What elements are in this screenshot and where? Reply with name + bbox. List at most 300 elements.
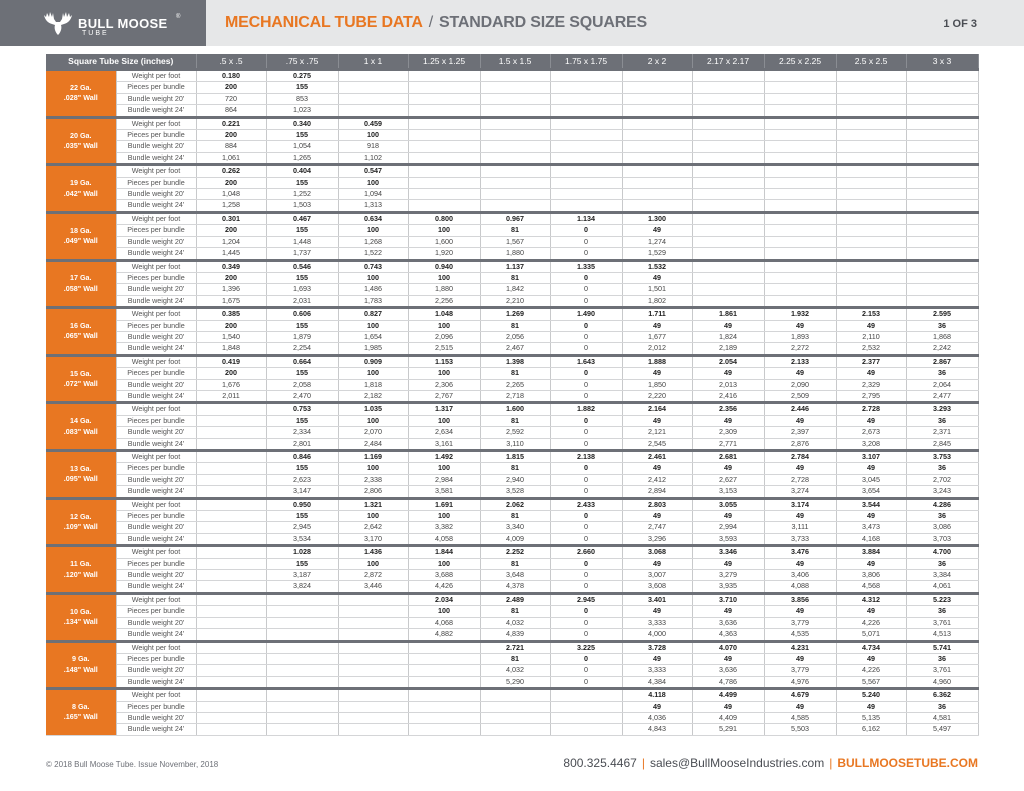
table-cell: 2.034 xyxy=(408,593,480,605)
table-cell: 3,274 xyxy=(764,486,836,498)
table-cell: 2,627 xyxy=(692,474,764,485)
table-cell xyxy=(196,546,266,558)
table-cell: 49 xyxy=(764,511,836,522)
table-cell: 4,058 xyxy=(408,533,480,545)
table-cell: 49 xyxy=(764,320,836,331)
table-cell xyxy=(196,676,266,688)
table-cell: 3,187 xyxy=(266,570,338,581)
table-cell xyxy=(836,141,906,152)
wall-label: .083" Wall xyxy=(63,426,98,436)
table-cell: 1,094 xyxy=(338,189,408,200)
table-cell xyxy=(692,70,764,82)
table-cell: 1,268 xyxy=(338,236,408,247)
table-cell xyxy=(836,82,906,93)
table-cell: 1,818 xyxy=(338,379,408,390)
table-cell: 1,396 xyxy=(196,284,266,295)
wall-label: .028" Wall xyxy=(63,93,98,103)
table-cell: 49 xyxy=(764,606,836,617)
table-cell xyxy=(338,593,408,605)
website-link[interactable]: BULLMOOSETUBE.COM xyxy=(837,756,978,770)
table-cell: 2,256 xyxy=(408,295,480,307)
table-cell: 1,486 xyxy=(338,284,408,295)
table-cell: 49 xyxy=(764,701,836,712)
row-label: Pieces per bundle xyxy=(116,177,196,188)
table-cell xyxy=(692,284,764,295)
table-cell xyxy=(408,665,480,676)
table-cell: 0 xyxy=(550,474,622,485)
table-cell: 2,642 xyxy=(338,522,408,533)
brand-logo xyxy=(0,0,206,46)
table-cell: 49 xyxy=(622,415,692,426)
table-cell: 2,484 xyxy=(338,438,408,450)
table-cell xyxy=(196,533,266,545)
table-cell: 2,397 xyxy=(764,427,836,438)
table-cell xyxy=(480,189,550,200)
table-cell: 1.882 xyxy=(550,403,622,415)
table-cell xyxy=(836,105,906,117)
table-cell: 1,023 xyxy=(266,105,338,117)
table-cell: 0.262 xyxy=(196,165,266,177)
table-cell: 0.301 xyxy=(196,212,266,224)
table-cell: 1,920 xyxy=(408,248,480,260)
table-cell: 1.861 xyxy=(692,308,764,320)
table-cell: 81 xyxy=(480,606,550,617)
gauge-label: 17 Ga. xyxy=(69,273,92,283)
table-cell: 4,843 xyxy=(622,724,692,735)
table-row xyxy=(46,189,978,200)
table-cell: 0 xyxy=(550,665,622,676)
table-row xyxy=(46,343,978,355)
table-cell: 1.711 xyxy=(622,308,692,320)
table-cell xyxy=(408,165,480,177)
table-cell: 0.827 xyxy=(338,308,408,320)
table-cell: 3.544 xyxy=(836,498,906,510)
gauge-label: 12 Ga. xyxy=(69,511,92,521)
page-header xyxy=(0,0,1024,46)
table-row xyxy=(46,438,978,450)
email-link[interactable]: sales@BullMooseIndustries.com xyxy=(649,756,825,770)
table-row xyxy=(46,141,978,152)
table-cell: 2.138 xyxy=(550,451,622,463)
table-cell: 36 xyxy=(906,606,978,617)
table-cell: 49 xyxy=(622,272,692,283)
table-cell: 81 xyxy=(480,653,550,664)
row-label: Weight per foot xyxy=(116,117,196,129)
table-cell: 2,306 xyxy=(408,379,480,390)
table-cell: 100 xyxy=(408,415,480,426)
row-label: Bundle weight 20' xyxy=(116,522,196,533)
table-cell: 100 xyxy=(408,511,480,522)
table-cell: 2,623 xyxy=(266,474,338,485)
table-cell: 3,382 xyxy=(408,522,480,533)
table-cell: 918 xyxy=(338,141,408,152)
table-cell xyxy=(906,93,978,104)
column-header: .75 x .75 xyxy=(266,54,338,70)
table-cell: 4.679 xyxy=(764,689,836,701)
table-cell: 1.317 xyxy=(408,403,480,415)
table-cell: 1.815 xyxy=(480,451,550,463)
table-cell: 1,677 xyxy=(622,331,692,342)
table-cell xyxy=(266,617,338,628)
table-cell: 4,226 xyxy=(836,665,906,676)
table-cell: 4.312 xyxy=(836,593,906,605)
table-cell: 5,503 xyxy=(764,724,836,735)
table-cell: 100 xyxy=(338,130,408,141)
table-cell: 1.035 xyxy=(338,403,408,415)
table-cell: 3,935 xyxy=(692,581,764,593)
table-cell xyxy=(836,295,906,307)
table-cell: 155 xyxy=(266,225,338,236)
row-label: Weight per foot xyxy=(116,260,196,272)
table-cell xyxy=(196,438,266,450)
table-row xyxy=(46,641,978,653)
table-cell xyxy=(550,177,622,188)
table-cell: 0 xyxy=(550,343,622,355)
table-row xyxy=(46,236,978,247)
table-row xyxy=(46,486,978,498)
table-cell xyxy=(906,248,978,260)
table-cell: 2.784 xyxy=(764,451,836,463)
table-row xyxy=(46,558,978,569)
row-label: Bundle weight 24' xyxy=(116,581,196,593)
table-row xyxy=(46,617,978,628)
table-cell: 49 xyxy=(836,415,906,426)
table-cell: 49 xyxy=(836,653,906,664)
table-cell: 5,071 xyxy=(836,629,906,641)
table-cell: 5,135 xyxy=(836,712,906,723)
table-cell: 1,880 xyxy=(480,248,550,260)
table-cell: 4,068 xyxy=(408,617,480,628)
phone-number[interactable]: 800.325.4467 xyxy=(563,756,637,770)
row-label: Weight per foot xyxy=(116,451,196,463)
gauge-cell xyxy=(46,593,116,641)
table-cell: 2,070 xyxy=(338,427,408,438)
table-cell: 2.377 xyxy=(836,355,906,367)
table-cell xyxy=(266,712,338,723)
row-label: Pieces per bundle xyxy=(116,82,196,93)
table-cell xyxy=(906,141,978,152)
table-cell: 3.107 xyxy=(836,451,906,463)
wall-label: .042" Wall xyxy=(63,188,98,198)
table-cell xyxy=(480,152,550,164)
table-cell: 49 xyxy=(836,606,906,617)
table-cell: 2,872 xyxy=(338,570,408,581)
row-label: Weight per foot xyxy=(116,593,196,605)
table-cell xyxy=(692,260,764,272)
table-cell: 3,761 xyxy=(906,617,978,628)
table-cell: 0 xyxy=(550,606,622,617)
table-cell: 1,252 xyxy=(266,189,338,200)
table-cell xyxy=(480,130,550,141)
table-cell xyxy=(764,165,836,177)
table-cell xyxy=(906,284,978,295)
table-cell xyxy=(692,93,764,104)
table-cell: 0.340 xyxy=(266,117,338,129)
table-cell xyxy=(196,451,266,463)
table-cell: 2.728 xyxy=(836,403,906,415)
row-label: Bundle weight 20' xyxy=(116,93,196,104)
table-cell: 2.867 xyxy=(906,355,978,367)
table-cell: 3.476 xyxy=(764,546,836,558)
table-cell: 0.634 xyxy=(338,212,408,224)
table-cell xyxy=(338,641,408,653)
table-cell: 2,945 xyxy=(266,522,338,533)
table-cell: 49 xyxy=(622,511,692,522)
table-cell: 200 xyxy=(196,225,266,236)
table-cell: 0.753 xyxy=(266,403,338,415)
table-cell: 2,592 xyxy=(480,427,550,438)
table-cell: 100 xyxy=(408,272,480,283)
table-cell: 81 xyxy=(480,272,550,283)
table-cell: 200 xyxy=(196,272,266,283)
table-cell xyxy=(408,82,480,93)
table-cell: 4,409 xyxy=(692,712,764,723)
table-cell xyxy=(906,82,978,93)
table-cell: 3,333 xyxy=(622,617,692,628)
table-cell: 3,208 xyxy=(836,438,906,450)
gauge-cell xyxy=(46,689,116,736)
row-label: Weight per foot xyxy=(116,70,196,82)
table-cell: 3,636 xyxy=(692,665,764,676)
table-cell xyxy=(550,141,622,152)
table-cell xyxy=(196,689,266,701)
table-cell: 2,309 xyxy=(692,427,764,438)
table-cell xyxy=(836,117,906,129)
table-cell: 864 xyxy=(196,105,266,117)
table-cell: 2.681 xyxy=(692,451,764,463)
table-cell xyxy=(196,665,266,676)
table-cell xyxy=(338,629,408,641)
table-row xyxy=(46,200,978,212)
table-cell: 1,313 xyxy=(338,200,408,212)
table-cell: 4,786 xyxy=(692,676,764,688)
table-cell: 0 xyxy=(550,295,622,307)
table-cell: 0.606 xyxy=(266,308,338,320)
table-cell: 155 xyxy=(266,272,338,283)
table-cell xyxy=(196,474,266,485)
table-cell: 2,012 xyxy=(622,343,692,355)
table-cell: 1.932 xyxy=(764,308,836,320)
table-cell: 2.461 xyxy=(622,451,692,463)
table-cell: 3.174 xyxy=(764,498,836,510)
table-cell: 155 xyxy=(266,320,338,331)
table-cell: 4,036 xyxy=(622,712,692,723)
table-cell: 0 xyxy=(550,511,622,522)
gauge-cell xyxy=(46,641,116,689)
table-cell xyxy=(480,724,550,735)
table-cell xyxy=(906,225,978,236)
table-row xyxy=(46,451,978,463)
tube-data-table xyxy=(46,54,979,736)
table-cell: 4,226 xyxy=(836,617,906,628)
table-cell xyxy=(550,724,622,735)
table-row xyxy=(46,272,978,283)
table-cell xyxy=(764,117,836,129)
table-cell xyxy=(408,653,480,664)
column-header: 2 x 2 xyxy=(622,54,692,70)
table-cell: 3,333 xyxy=(622,665,692,676)
table-cell: 2.356 xyxy=(692,403,764,415)
row-label: Bundle weight 24' xyxy=(116,343,196,355)
table-cell: 2.153 xyxy=(836,308,906,320)
table-cell: 1.300 xyxy=(622,212,692,224)
table-cell: 3.884 xyxy=(836,546,906,558)
row-label: Bundle weight 24' xyxy=(116,438,196,450)
table-cell xyxy=(692,177,764,188)
table-cell: 0 xyxy=(550,225,622,236)
table-row xyxy=(46,474,978,485)
row-label: Pieces per bundle xyxy=(116,606,196,617)
table-cell xyxy=(338,689,408,701)
table-cell: 1,848 xyxy=(196,343,266,355)
table-row xyxy=(46,117,978,129)
table-cell xyxy=(408,105,480,117)
table-cell: 0.419 xyxy=(196,355,266,367)
table-cell xyxy=(266,676,338,688)
row-label: Bundle weight 24' xyxy=(116,390,196,402)
table-cell xyxy=(836,248,906,260)
moose-antlers-icon xyxy=(40,5,76,41)
table-cell: 2,634 xyxy=(408,427,480,438)
table-cell xyxy=(692,236,764,247)
table-cell: 4,032 xyxy=(480,617,550,628)
table-cell: 2,090 xyxy=(764,379,836,390)
table-cell: 4,839 xyxy=(480,629,550,641)
table-cell: 1,265 xyxy=(266,152,338,164)
row-label: Pieces per bundle xyxy=(116,225,196,236)
gauge-cell xyxy=(46,451,116,499)
table-cell: 49 xyxy=(764,653,836,664)
table-cell: 2,806 xyxy=(338,486,408,498)
column-header: .5 x .5 xyxy=(196,54,266,70)
table-cell xyxy=(764,225,836,236)
gauge-cell xyxy=(46,308,116,356)
registered-mark: ® xyxy=(176,14,181,20)
table-cell xyxy=(408,117,480,129)
table-cell: 4.118 xyxy=(622,689,692,701)
table-cell: 81 xyxy=(480,225,550,236)
table-cell: 2,747 xyxy=(622,522,692,533)
table-cell: 2,515 xyxy=(408,343,480,355)
table-cell: 1,600 xyxy=(408,236,480,247)
table-cell xyxy=(764,177,836,188)
table-cell: 1,824 xyxy=(692,331,764,342)
table-cell xyxy=(550,70,622,82)
row-label: Pieces per bundle xyxy=(116,368,196,379)
table-cell: 36 xyxy=(906,558,978,569)
table-cell: 3,110 xyxy=(480,438,550,450)
table-cell xyxy=(550,712,622,723)
table-cell: 1.153 xyxy=(408,355,480,367)
table-cell: 3,153 xyxy=(692,486,764,498)
table-cell: 0 xyxy=(550,629,622,641)
table-cell: 200 xyxy=(196,82,266,93)
table-cell: 1,802 xyxy=(622,295,692,307)
table-cell: 155 xyxy=(266,368,338,379)
table-cell: 0.221 xyxy=(196,117,266,129)
gauge-label: 14 Ga. xyxy=(69,416,92,426)
table-cell: 49 xyxy=(692,415,764,426)
table-cell: 100 xyxy=(338,272,408,283)
row-label: Bundle weight 24' xyxy=(116,295,196,307)
wall-label: .095" Wall xyxy=(63,474,98,484)
table-cell xyxy=(764,152,836,164)
table-cell: 0.180 xyxy=(196,70,266,82)
copyright: © 2018 Bull Moose Tube. Issue November, 2018 xyxy=(46,760,219,769)
table-cell xyxy=(338,665,408,676)
table-cell xyxy=(622,189,692,200)
table-cell xyxy=(196,463,266,474)
table-cell xyxy=(408,724,480,735)
table-cell: 1,448 xyxy=(266,236,338,247)
table-cell: 81 xyxy=(480,415,550,426)
table-cell xyxy=(836,200,906,212)
table-cell: 0 xyxy=(550,272,622,283)
wall-label: .134" Wall xyxy=(63,617,98,627)
table-cell: 49 xyxy=(622,606,692,617)
table-cell: 49 xyxy=(622,368,692,379)
row-label: Weight per foot xyxy=(116,498,196,510)
table-cell xyxy=(836,177,906,188)
table-row xyxy=(46,570,978,581)
table-cell: 1,204 xyxy=(196,236,266,247)
title-main: MECHANICAL TUBE DATA xyxy=(225,14,423,31)
table-cell xyxy=(764,295,836,307)
table-row xyxy=(46,689,978,701)
gauge-label: 9 Ga. xyxy=(71,654,90,664)
table-cell: 1,676 xyxy=(196,379,266,390)
wall-label: .109" Wall xyxy=(63,521,98,531)
table-cell: 1,522 xyxy=(338,248,408,260)
row-label: Bundle weight 20' xyxy=(116,474,196,485)
table-cell xyxy=(692,165,764,177)
table-cell: 2,467 xyxy=(480,343,550,355)
table-cell xyxy=(906,177,978,188)
table-cell xyxy=(836,225,906,236)
table-cell: 3.728 xyxy=(622,641,692,653)
table-cell xyxy=(408,93,480,104)
table-cell: 49 xyxy=(836,463,906,474)
table-cell: 2.054 xyxy=(692,355,764,367)
gauge-label: 20 Ga. xyxy=(69,130,92,140)
title-separator: / xyxy=(428,14,434,31)
table-cell: 0.743 xyxy=(338,260,408,272)
table-cell: 1,737 xyxy=(266,248,338,260)
row-label: Weight per foot xyxy=(116,546,196,558)
table-cell: 0 xyxy=(550,463,622,474)
table-cell: 49 xyxy=(622,558,692,569)
table-cell xyxy=(836,165,906,177)
table-cell: 1.321 xyxy=(338,498,408,510)
row-label: Bundle weight 24' xyxy=(116,105,196,117)
row-label: Bundle weight 24' xyxy=(116,629,196,641)
table-cell xyxy=(408,177,480,188)
table-cell: 36 xyxy=(906,701,978,712)
table-cell: 3,534 xyxy=(266,533,338,545)
table-body xyxy=(46,70,978,736)
table-cell: 2.945 xyxy=(550,593,622,605)
table-cell: 0 xyxy=(550,390,622,402)
table-cell xyxy=(764,130,836,141)
table-cell: 1,893 xyxy=(764,331,836,342)
table-row xyxy=(46,653,978,664)
row-label: Weight per foot xyxy=(116,355,196,367)
gauge-cell xyxy=(46,70,116,118)
gauge-label: 10 Ga. xyxy=(69,606,92,616)
table-cell: 720 xyxy=(196,93,266,104)
table-cell xyxy=(836,93,906,104)
table-cell: 0 xyxy=(550,522,622,533)
